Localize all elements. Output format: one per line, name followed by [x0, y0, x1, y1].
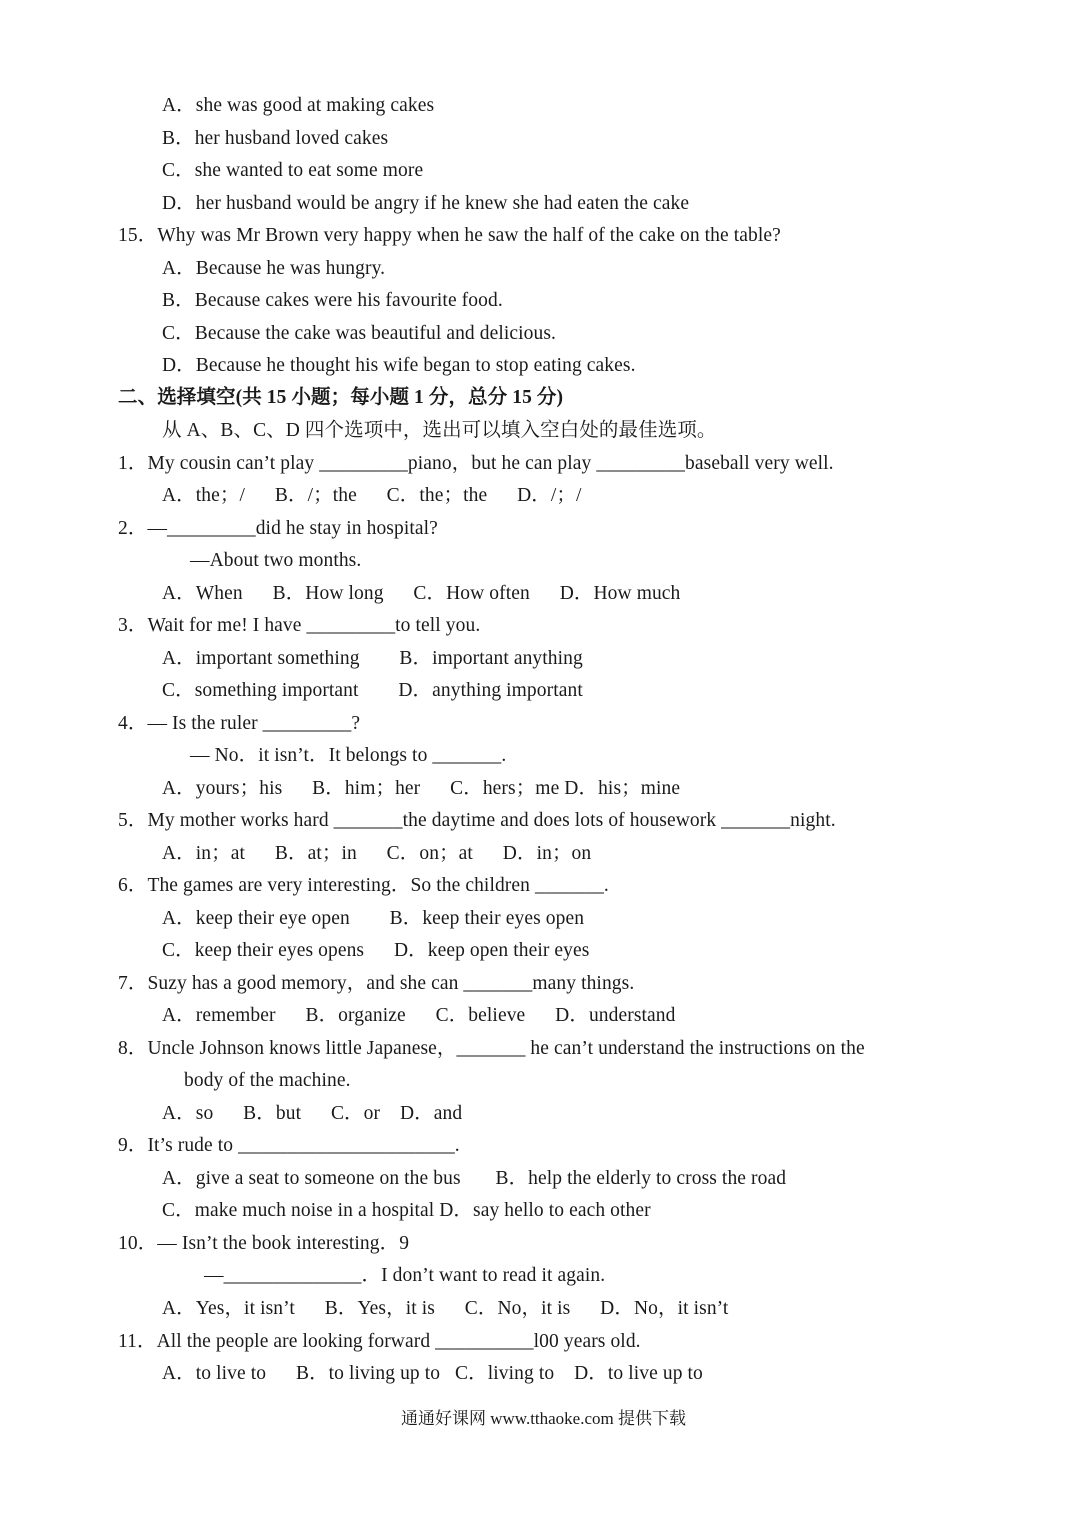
text-line: A．give a seat to someone on the bus B．help the elderly to cross the road	[162, 1168, 787, 1189]
text-line: 7．Suzy has a good memory，and she can _______many things.	[118, 973, 635, 994]
text-line: A．yours；his B．him；her C．hers；me D．his；mine	[162, 778, 681, 799]
text-line: 二、选择填空(共 15 小题；每小题 1 分，总分 15 分)	[118, 387, 564, 408]
text-line: A．she was good at making cakes	[162, 95, 435, 116]
text-line: B．Because cakes were his favourite food.	[162, 290, 503, 311]
text-line: 8．Uncle Johnson knows little Japanese，_______ he can’t understand the instructions on the	[118, 1038, 865, 1059]
text-line: A．to live to B．to living up to C．living to D．to live up to	[162, 1363, 703, 1384]
text-line: A．When B．How long C．How often D．How much	[162, 583, 681, 604]
text-line: 3．Wait for me! I have _________to tell you.	[118, 615, 481, 636]
text-line: body of the machine.	[184, 1070, 351, 1091]
text-line: A．keep their eye open B．keep their eyes open	[162, 908, 585, 929]
text-line: 11．All the people are looking forward __________l00 years old.	[118, 1331, 641, 1352]
text-line: 9．It’s rude to ______________________.	[118, 1135, 460, 1156]
text-line: A．the；/ B．/；the C．the；the D．/；/	[162, 485, 582, 506]
text-line: A．Because he was hungry.	[162, 258, 386, 279]
text-line: A．remember B．organize C．believe D．understand	[162, 1005, 676, 1026]
text-line: 从 A、B、C、D 四个选项中，选出可以填入空白处的最佳选项。	[162, 420, 717, 441]
text-line: 2．—_________did he stay in hospital?	[118, 518, 438, 539]
text-line: 10．— Isn’t the book interesting．9	[118, 1233, 410, 1254]
text-line: C．keep their eyes opens D．keep open their eyes	[162, 940, 590, 961]
text-line: D．Because he thought his wife began to stop eating cakes.	[162, 355, 636, 376]
text-line: A．important something B．important anything	[162, 648, 583, 669]
text-line: 15．Why was Mr Brown very happy when he saw the half of the cake on the table?	[118, 225, 781, 246]
text-line: A．so B．but C．or D．and	[162, 1103, 463, 1124]
text-line: — No．it isn’t．It belongs to _______.	[190, 745, 507, 766]
text-line: A．in；at B．at；in C．on；at D．in；on	[162, 843, 592, 864]
text-line: A．Yes，it isn’t B．Yes，it is C．No，it is D．No，it isn’t	[162, 1298, 729, 1319]
text-line: 4．— Is the ruler _________?	[118, 713, 361, 734]
page-footer: 通通好课网 www.tthaoke.com 提供下载	[400, 1409, 687, 1428]
text-line: C．she wanted to eat some more	[162, 160, 424, 181]
text-line: C．Because the cake was beautiful and delicious.	[162, 323, 557, 344]
text-line: —______________．I don’t want to read it again.	[204, 1265, 606, 1286]
text-line: —About two months.	[190, 550, 362, 571]
text-line: 1．My cousin can’t play _________piano，but he can play _________baseball very well.	[118, 453, 834, 474]
text-line: B．her husband loved cakes	[162, 128, 389, 149]
text-line: 5．My mother works hard _______the daytime and does lots of housework _______night.	[118, 810, 836, 831]
text-line: C．something important D．anything important	[162, 680, 583, 701]
text-line: 6．The games are very interesting．So the children _______.	[118, 875, 609, 896]
text-line: C．make much noise in a hospital D．say hello to each other	[162, 1200, 651, 1221]
text-line: D．her husband would be angry if he knew she had eaten the cake	[162, 193, 690, 214]
